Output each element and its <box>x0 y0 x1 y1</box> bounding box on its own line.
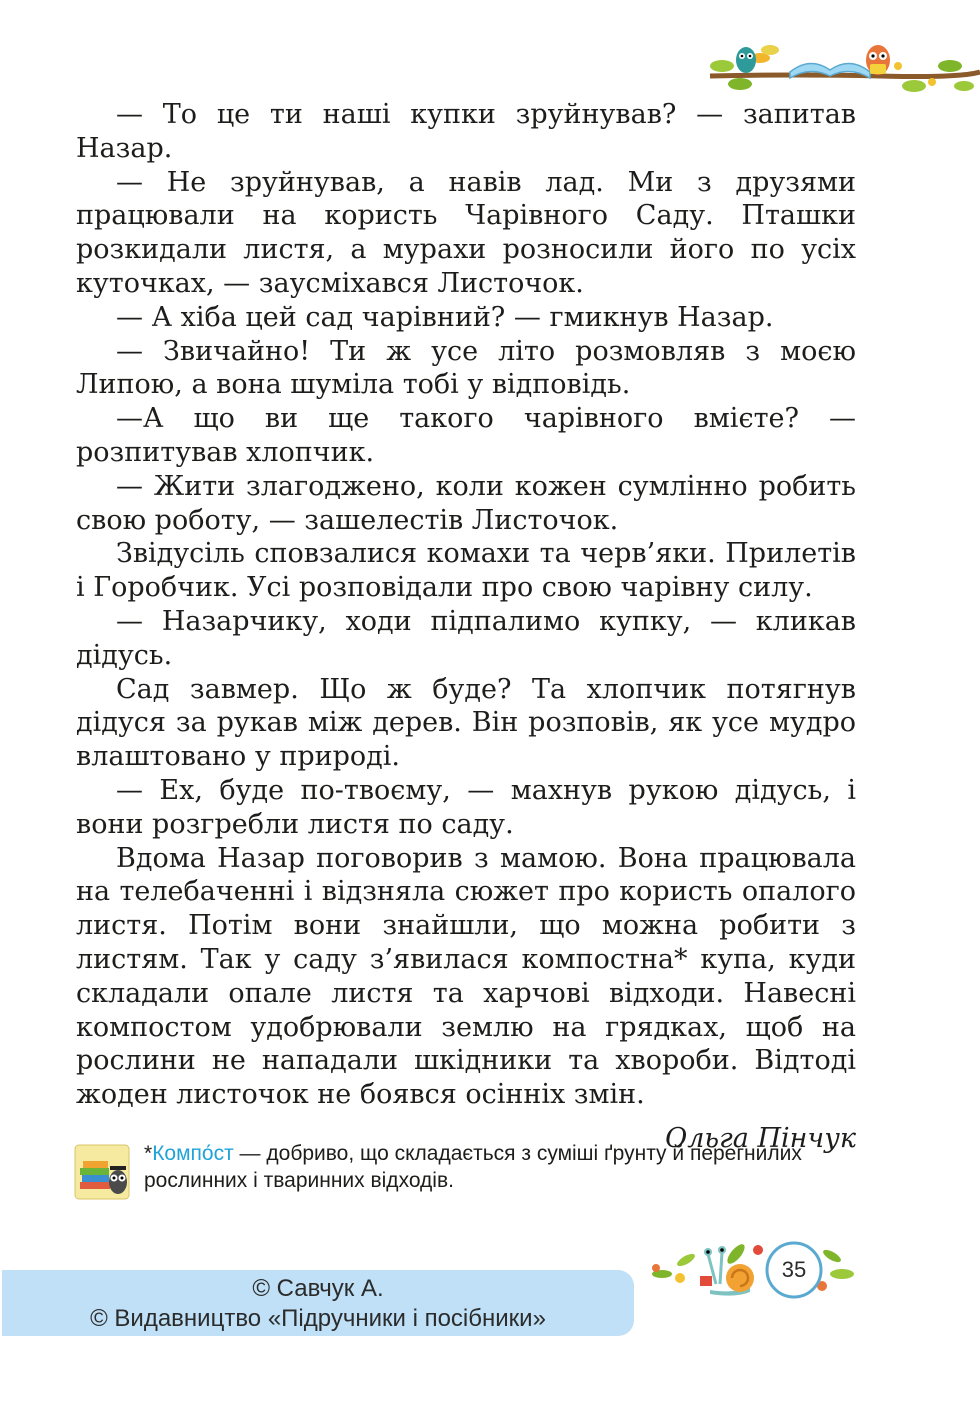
footnote <box>74 1140 864 1200</box>
paragraph: —А що ви ще такого чарівного вмієте? — розпитував хлопчик. <box>76 403 856 468</box>
paragraph: Вдома Назар поговорив з мамою. Вона працювала на телебаченні і відзняла сюжет про користь опалого листя. Потім вони знайшли, що можна робити з листям. Так у саду з’явилася компостна* купа, куди складали опале листя та харчові відходи. Навесні компостом удобрювали землю на грядках, щоб на рослини не нападали шкідники та хвороби. Відтоді жоден листочок не боявся осінніх змін. <box>76 842 856 1111</box>
page-number: 35 <box>781 1257 807 1282</box>
story-text <box>76 98 856 1156</box>
paragraph: — Не зруйнував, а навів лад. Ми з друзями працювали на користь Чарівного Саду. Пташки розкидали листя, а мурахи розносили його по усіх куточках, — заусміхався Листочок. <box>76 166 856 299</box>
author-name: Ольга Пінчук <box>665 1122 856 1154</box>
copyright-box <box>2 1270 634 1336</box>
books-and-owl-icon <box>74 1144 130 1200</box>
paragraph: Звідусіль сповзалися комахи та черв’яки. Прилетів і Горобчик. Усі розповідали про свою чарівну силу. <box>76 538 856 604</box>
paragraph: — То це ти наші купки зруйнував? — запитав Назар. <box>76 99 856 164</box>
footnote-text <box>144 1140 864 1194</box>
paragraph: — Звичайно! Ти ж усе літо розмовляв з моєю Липою, а вона шуміла тобі у відповідь. <box>76 335 856 401</box>
paragraph: — Назарчику, ходи підпалимо купку, — кликав дідусь. <box>76 605 856 671</box>
paragraph: — Ех, буде по-твоєму, — махнув рукою дідусь, і вони розгребли листя по саду. <box>76 774 856 840</box>
snail-and-flowers-icon <box>646 1234 860 1308</box>
footnote-definition: — добриво, що складається з суміші ґрунту й перегнилих рослинних і тваринних відходів. <box>144 1142 802 1192</box>
copyright-publisher: © Видавництво «Підручники і посібники» <box>90 1305 546 1332</box>
branch-with-birds-and-book-icon <box>700 36 980 106</box>
copyright-author: © Савчук А. <box>252 1275 384 1302</box>
paragraph: Сад завмер. Що ж буде? Та хлопчик потягнув дідуся за рукав між дерев. Він розповів, як усе мудро влаштовано у природі. <box>76 673 856 773</box>
footnote-term: Компо́ст <box>152 1142 234 1165</box>
footnote-marker: * <box>144 1142 153 1165</box>
paragraph: — Жити злагоджено, коли кожен сумлінно робить свою роботу, — зашелестів Листочок. <box>76 470 856 536</box>
paragraph: — А хіба цей сад чарівний? — гмикнув Назар. <box>116 301 774 333</box>
